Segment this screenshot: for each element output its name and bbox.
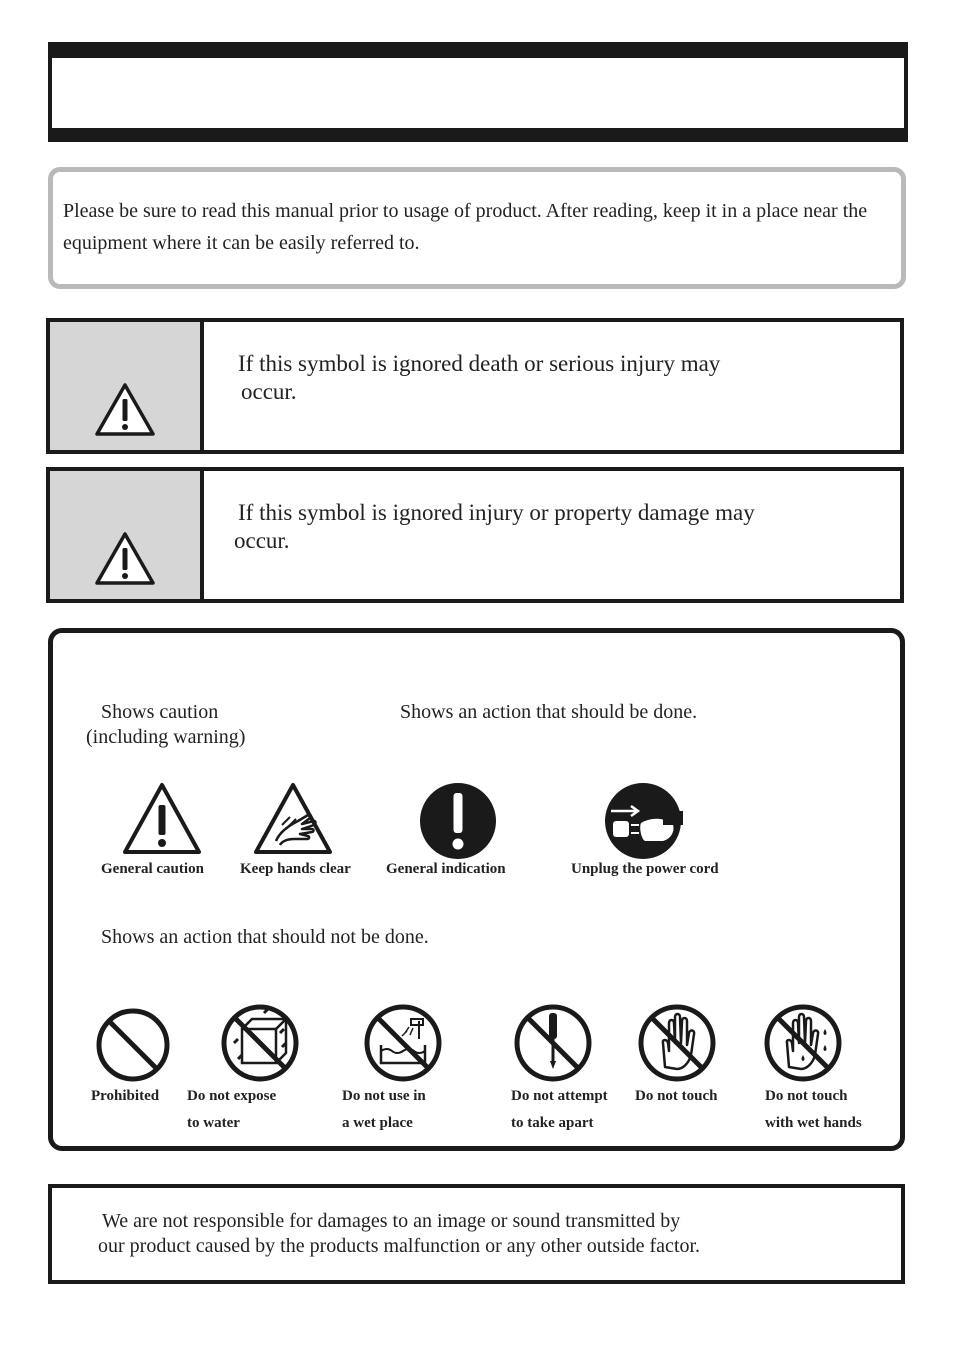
no-water-exposure-icon [220,1003,300,1083]
no-wet-place-icon [363,1003,443,1083]
general-indication-label: General indication [386,861,506,877]
action-heading: Shows an action that should be done. [400,701,698,723]
no-disassembly-label-line2: to take apart [511,1115,594,1131]
warning-symbol-panel [50,322,204,450]
no-wet-hands-icon [763,1003,843,1083]
warning-box [46,318,904,454]
no-disassembly-label-line1: Do not attempt [511,1088,608,1104]
prohibited-icon [95,1007,171,1083]
keep-hands-clear-label: Keep hands clear [240,861,351,877]
caution-symbol-panel [50,471,204,599]
keep-hands-clear-icon [252,781,334,857]
general-indication-icon [418,781,498,861]
no-disassembly-icon [513,1003,593,1083]
caution-heading-line2: (including warning) [86,726,246,748]
reading-notice-text: Please be sure to read this manual prior to usage of product. After reading, keep it in a place near the equipment where it can be easily referred to. [63,200,868,254]
disclaimer-line2: our product caused by the products malfunction or any other outside factor. [98,1235,701,1257]
caution-box [46,467,904,603]
no-wet-hands-label-line1: Do not touch [765,1088,848,1104]
general-caution-label: General caution [101,861,204,877]
caution-heading-line1: Shows caution [101,701,219,723]
unplug-power-cord-icon [603,781,683,861]
no-touch-label: Do not touch [635,1088,718,1104]
general-caution-icon [121,781,203,857]
disclaimer-line1: We are not responsible for damages to an image or sound transmitted by [102,1210,681,1232]
no-water-exposure-label-line1: Do not expose [187,1088,277,1104]
warning-text-line2: occur. [241,379,297,404]
no-wet-place-label-line2: a wet place [342,1115,413,1131]
warning-text-line1: If this symbol is ignored death or serious injury may [238,351,721,376]
caution-triangle-icon [94,531,156,587]
warning-triangle-icon [94,382,156,438]
no-wet-hands-label-line2: with wet hands [765,1115,862,1131]
prohibit-heading: Shows an action that should not be done. [101,926,429,948]
symbol-legend [48,628,905,1151]
no-wet-place-label-line1: Do not use in [342,1088,426,1104]
caution-text-line2: occur. [234,528,290,553]
disclaimer-box [48,1184,905,1284]
no-touch-icon [637,1003,717,1083]
reading-notice [48,167,906,289]
title-bar [48,42,908,142]
unplug-power-cord-label: Unplug the power cord [571,861,719,877]
no-water-exposure-label-line2: to water [187,1115,240,1131]
prohibited-label: Prohibited [91,1088,160,1104]
title-bar-inner [52,58,904,128]
caution-text-line1: If this symbol is ignored injury or property damage may [238,500,755,525]
